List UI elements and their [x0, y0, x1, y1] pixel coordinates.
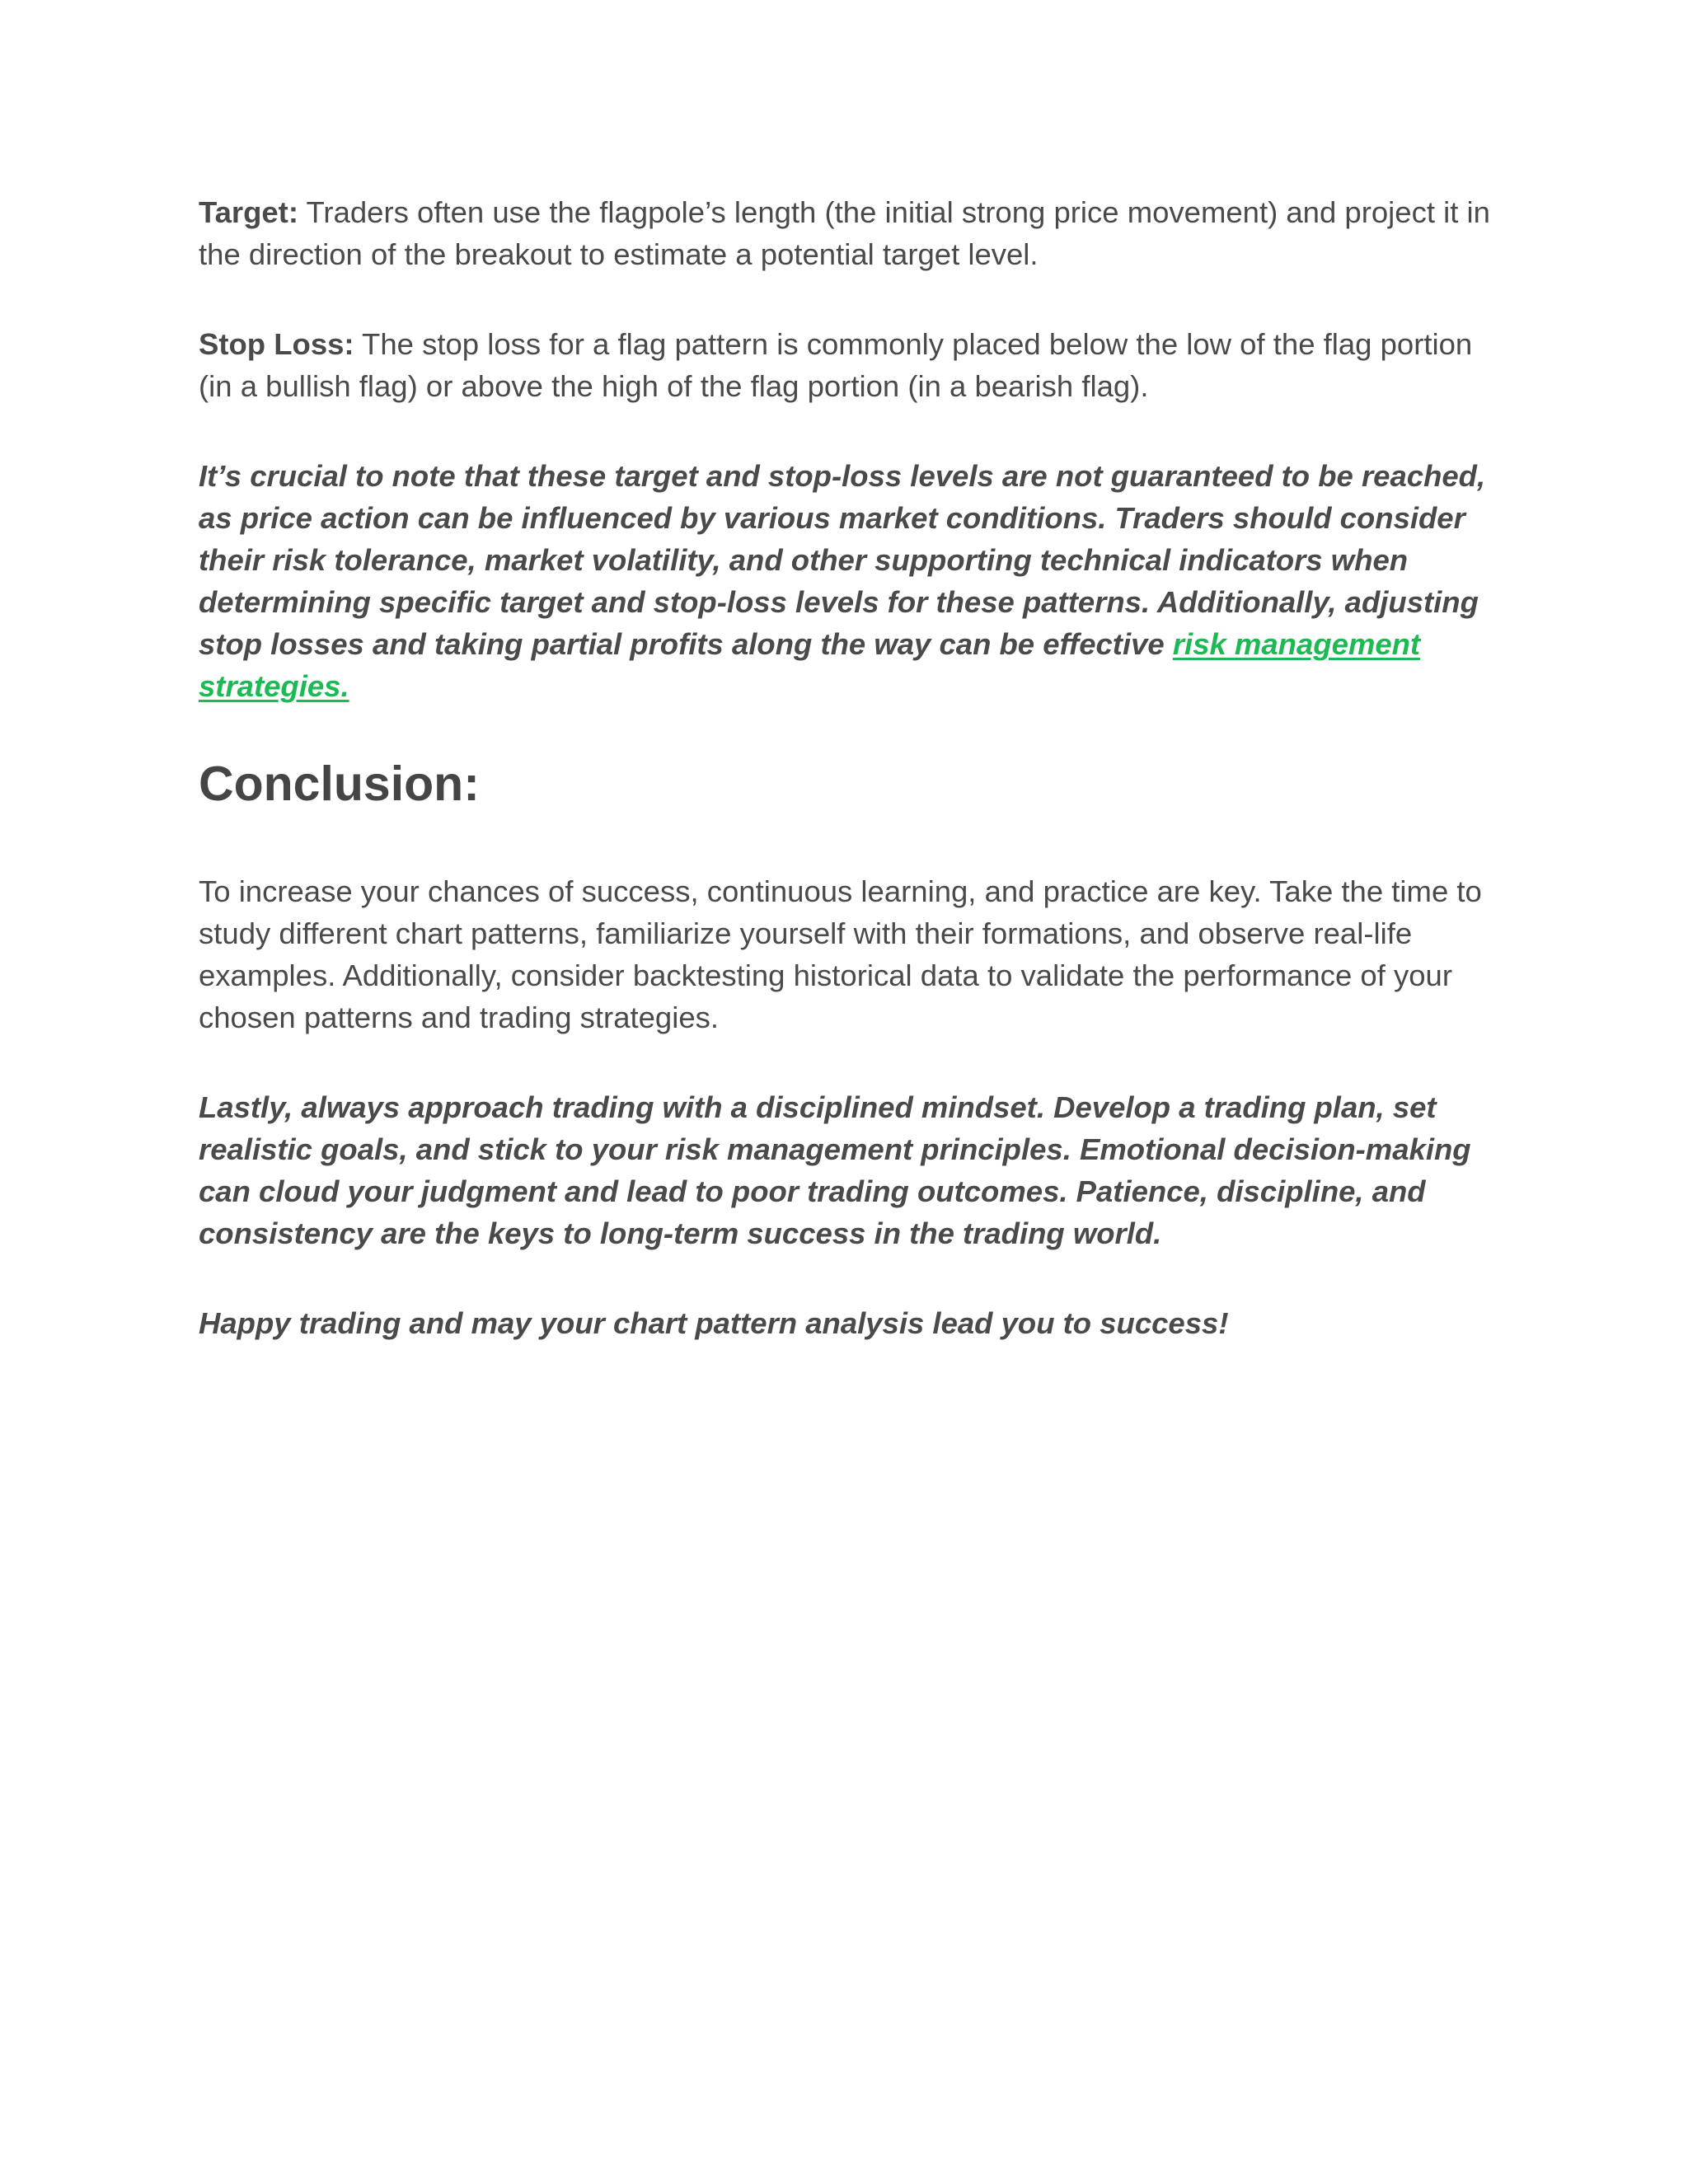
conclusion-heading: Conclusion: [199, 757, 480, 811]
conclusion-paragraph-1: To increase your chances of success, continuous learning, and practice are key. Take the time to study different chart patterns, familiarize yourself with their formations, and observe real-life examples. Additionally, consider backtesting historical data to validate the performance of your chosen patterns and trading strategies. [199, 874, 1482, 1034]
stop-loss-paragraph [199, 323, 1501, 407]
target-paragraph [199, 191, 1501, 275]
stop-loss-text: The stop loss for a flag pattern is commonly placed below the low of the flag portion (in a bullish flag) or above the high of the flag portion (in a bearish flag). [199, 327, 1473, 403]
target-label: Target: [199, 195, 298, 229]
document-page [199, 191, 1501, 1392]
risk-note-text: It’s crucial to note that these target and stop-loss levels are not guaranteed to be reached, as price action can be influenced by various market conditions. Traders should consider their risk tolerance, market volatility, and other supporting technical indicators when determining specific target and stop-loss levels for these patterns. Additionally, adjusting stop losses and taking partial profits along the way can be effective [199, 459, 1486, 661]
target-text: Traders often use the flagpole’s length (the initial strong price movement) and project it in the direction of the breakout to estimate a potential target level. [199, 195, 1490, 271]
risk-note-paragraph [199, 455, 1501, 707]
stop-loss-label: Stop Loss: [199, 327, 354, 361]
risk-management-link[interactable]: risk management strategies. [199, 627, 1421, 703]
conclusion-paragraph-2: Lastly, always approach trading with a disciplined mindset. Develop a trading plan, set realistic goals, and stick to your risk management principles. Emotional decision-making can cloud your judgment and lead to poor trading outcomes. Patience, discipline, and consistency are the keys to long-term success in the trading world. [199, 1090, 1471, 1250]
closing-line: Happy trading and may your chart pattern analysis lead you to success! [199, 1306, 1229, 1340]
